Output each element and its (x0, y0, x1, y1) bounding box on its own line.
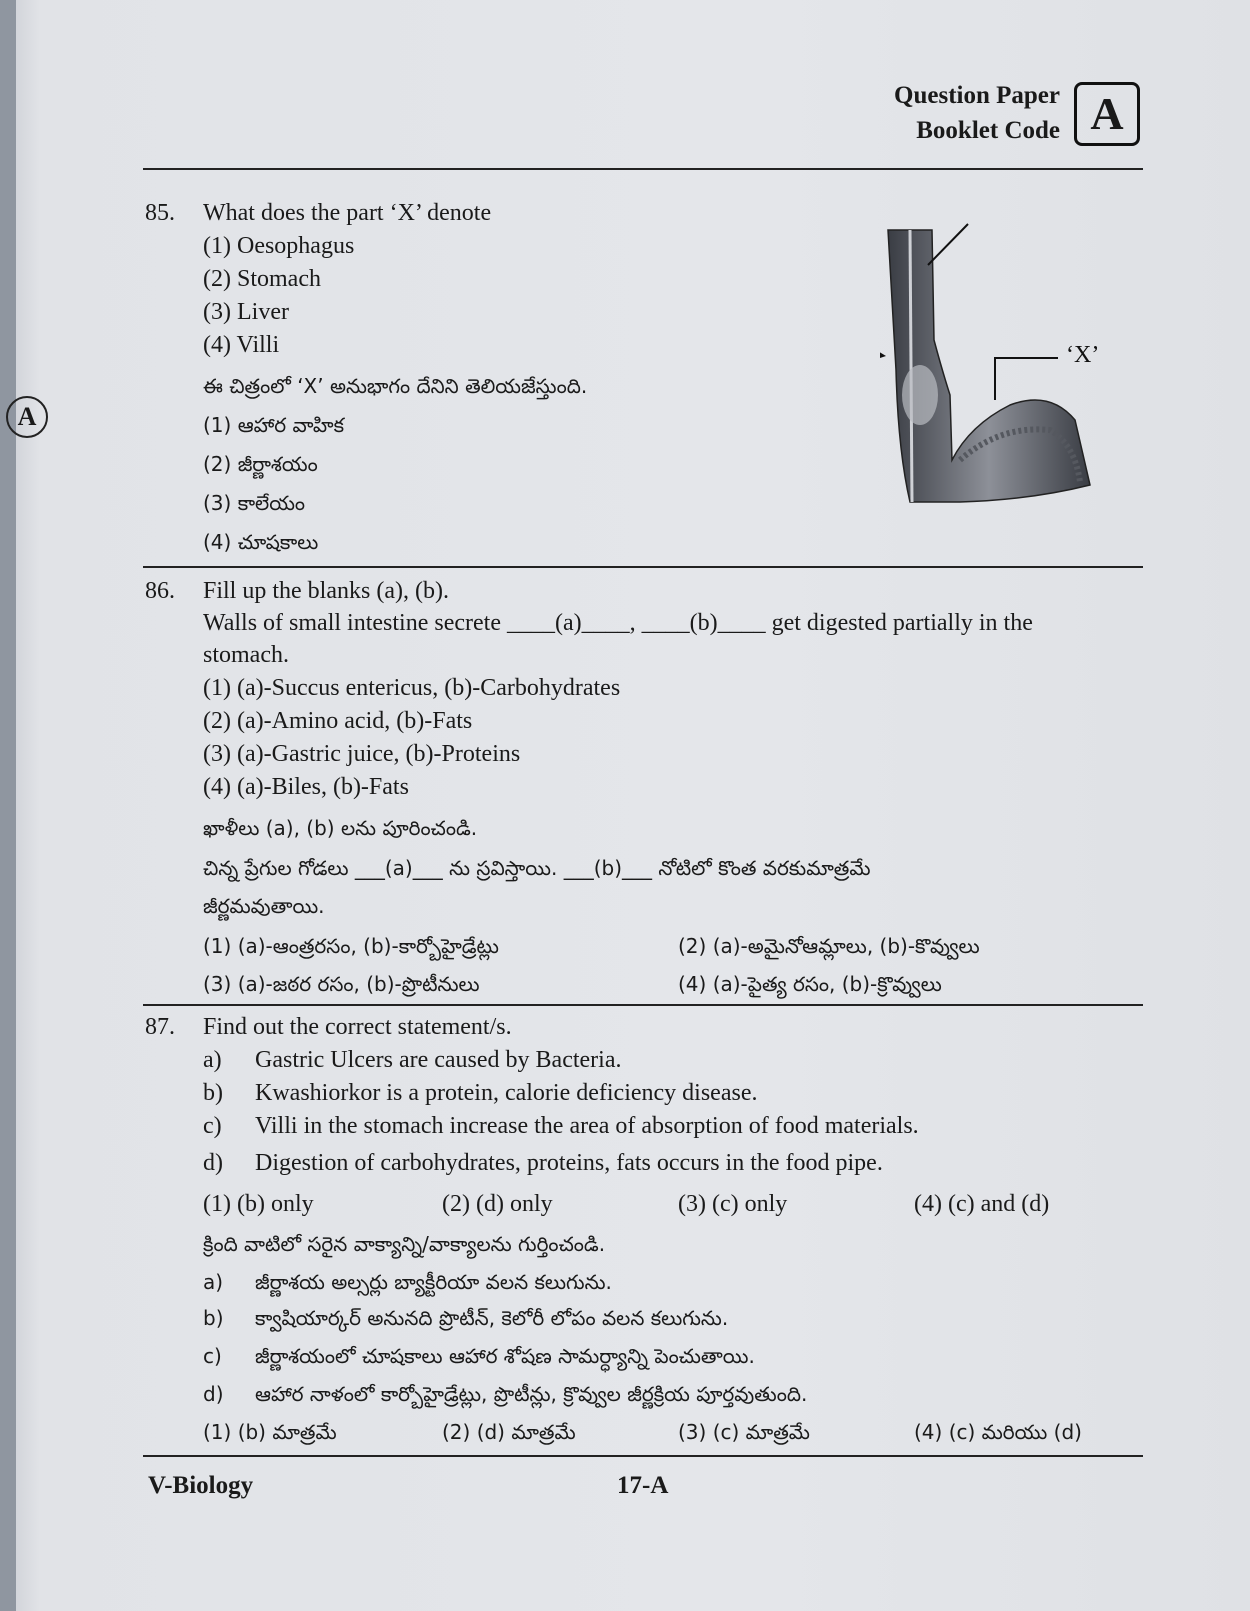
question-86-sentence-telugu-line2: జీర్ణమవుతాయి. (203, 894, 325, 918)
question-87-statement-a-telugu (203, 1270, 612, 1299)
question-86-sentence-telugu-line1: చిన్న ప్రేగుల గోడలు ___(a)___ ను స్రవిస్తాయి. ___(b)___ నోటిలో కొంత వరకుమాత్రమే (203, 856, 871, 880)
question-85-option-2-telugu: (2) జీర్ణాశయం (203, 452, 318, 476)
statement-text: Digestion of carbohydrates, proteins, fats occurs in the food pipe. (255, 1150, 883, 1176)
question-86-instruction: Fill up the blanks (a), (b). (203, 578, 449, 604)
question-87-statement-b (203, 1080, 757, 1107)
header-divider (143, 168, 1143, 170)
question-87-statement-a (203, 1047, 621, 1074)
footer-subject: V-Biology (148, 1472, 254, 1499)
statement-key: c) (203, 1113, 222, 1139)
question-85-number: 85. (145, 200, 175, 226)
question-87-option-4-telugu: (4) (c) మరియు (d) (914, 1420, 1082, 1444)
question-87-statement-c (203, 1113, 919, 1140)
question-87-option-3-telugu: (3) (c) మాత్రమే (678, 1420, 810, 1444)
statement-key: d) (203, 1382, 224, 1406)
footer-page-number: 17-A (617, 1472, 669, 1499)
question-86-option-4-telugu: (4) (a)-పైత్య రసం, (b)-క్రొవ్వులు (678, 972, 942, 996)
question-85-option-2: (2) Stomach (203, 266, 321, 292)
question-87-option-2: (2) (d) only (442, 1191, 553, 1217)
question-87-statement-c-telugu (203, 1344, 755, 1373)
question-86-instruction-telugu: ఖాళీలు (a), (b) లను పూరించండి. (203, 816, 478, 840)
question-87-text-telugu: క్రింది వాటిలో సరైన వాక్యాన్ని/వాక్యాలను గుర్తించండి. (203, 1232, 606, 1256)
booklet-code-header (880, 78, 1140, 148)
question-85-option-4: (4) Villi (203, 332, 280, 358)
question-85-option-1: (1) Oesophagus (203, 233, 355, 259)
statement-text: జీర్ణాశయంలో చూషకాలు ఆహార శోషణ సామర్ధ్యాన్ని పెంచుతాయి. (255, 1344, 755, 1368)
question-87-statement-d (203, 1150, 883, 1177)
question-86-option-3: (3) (a)-Gastric juice, (b)-Proteins (203, 741, 521, 767)
divider-85-86 (143, 566, 1143, 568)
statement-text: Villi in the stomach increase the area of absorption of food materials. (255, 1113, 919, 1139)
question-86-option-1-telugu: (1) (a)-ఆంత్రరసం, (b)-కార్బోహైడ్రేట్లు (203, 934, 499, 958)
question-85-option-3-telugu: (3) కాలేయం (203, 491, 306, 515)
statement-key: a) (203, 1047, 222, 1073)
question-85-option-3: (3) Liver (203, 299, 289, 325)
statement-text: జీర్ణాశయ అల్సర్లు బ్యాక్టీరియా వలన కలుగును. (255, 1270, 612, 1294)
statement-key: a) (203, 1270, 224, 1294)
question-86-option-1: (1) (a)-Succus entericus, (b)-Carbohydrates (203, 675, 621, 701)
question-86-sentence-line1: Walls of small intestine secrete ____(a)____, ____(b)____ get digested partially in the (203, 610, 1033, 636)
question-87-option-3: (3) (c) only (678, 1191, 788, 1217)
question-85-text-telugu: ఈ చిత్రంలో ‘X’ అనుభాగం దేనిని తెలియజేస్తుంది. (203, 374, 588, 398)
question-86-option-2: (2) (a)-Amino acid, (b)-Fats (203, 708, 473, 734)
statement-text: Gastric Ulcers are caused by Bacteria. (255, 1047, 622, 1073)
statement-text: Kwashiorkor is a protein, calorie deficiency disease. (255, 1080, 758, 1106)
question-86-option-4: (4) (a)-Biles, (b)-Fats (203, 774, 409, 800)
question-87-option-2-telugu: (2) (d) మాత్రమే (442, 1420, 576, 1444)
question-86-number: 86. (145, 578, 175, 604)
question-85-option-4-telugu: (4) చూషకాలు (203, 530, 319, 554)
booklet-code-label-line1: Question Paper (894, 82, 1060, 109)
statement-key: b) (203, 1306, 224, 1330)
question-87-statement-d-telugu (203, 1382, 807, 1411)
question-87-text: Find out the correct statement/s. (203, 1014, 512, 1040)
question-87-option-1-telugu: (1) (b) మాత్రమే (203, 1420, 337, 1444)
figure-x-label: ‘X’ (1066, 342, 1100, 368)
alimentary-canal-figure (880, 220, 1140, 520)
statement-key: c) (203, 1344, 222, 1368)
booklet-code-label (894, 78, 1060, 148)
question-87-option-1: (1) (b) only (203, 1191, 314, 1217)
footer-divider (143, 1455, 1143, 1457)
question-85-text: What does the part ‘X’ denote (203, 200, 492, 226)
question-85-option-1-telugu: (1) ఆహార వాహిక (203, 413, 345, 437)
statement-key: d) (203, 1150, 223, 1176)
question-86-option-3-telugu: (3) (a)-జఠర రసం, (b)-ప్రొటీనులు (203, 972, 480, 996)
alimentary-canal-illustration (880, 220, 1140, 520)
question-87-option-4: (4) (c) and (d) (914, 1191, 1050, 1217)
question-86-sentence-line2: stomach. (203, 642, 289, 668)
divider-86-87 (143, 1004, 1143, 1006)
scan-left-edge (0, 0, 16, 1611)
booklet-code-label-line2: Booklet Code (916, 117, 1060, 144)
statement-key: b) (203, 1080, 223, 1106)
question-86-option-2-telugu: (2) (a)-అమైనోఆమ్లాలు, (b)-కొవ్వులు (678, 934, 980, 958)
booklet-code-box: A (1074, 82, 1140, 146)
statement-text: ఆహార నాళంలో కార్బోహైడ్రేట్లు, ప్రొటీన్లు, క్రొవ్వుల జీర్ణక్రియ పూర్తవుతుంది. (255, 1382, 808, 1406)
margin-stamp: A (6, 396, 48, 438)
statement-text: క్వాషియార్కర్ అనునది ప్రొటీన్, కెలోరీ లోపం వలన కలుగును. (255, 1306, 729, 1330)
question-87-number: 87. (145, 1014, 175, 1040)
question-87-statement-b-telugu (203, 1306, 728, 1335)
